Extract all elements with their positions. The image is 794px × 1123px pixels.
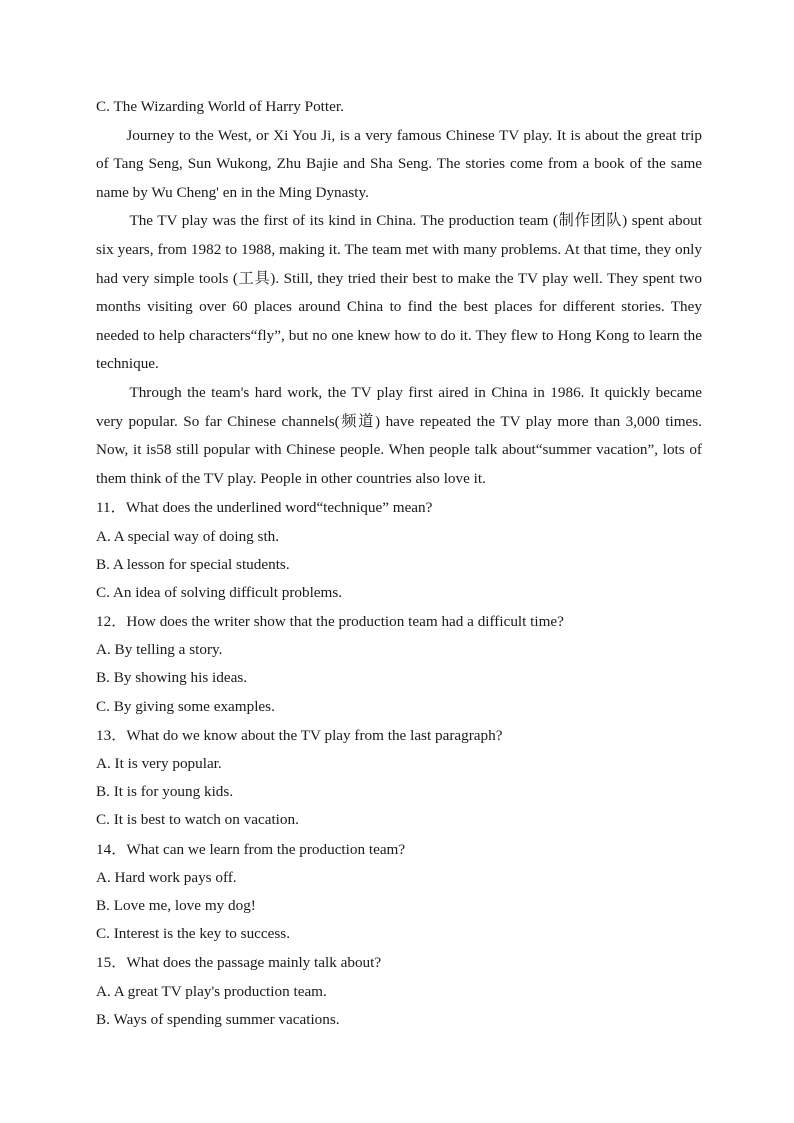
answer-option: B. A lesson for special students. bbox=[96, 555, 290, 573]
previous-answer-option: C. The Wizarding World of Harry Potter. bbox=[96, 98, 344, 115]
question-text: What do we know about the TV play from the last paragraph? bbox=[126, 726, 503, 744]
passage-paragraph-3: Through the team's hard work, the TV play first aired in China in 1986. It quickly became very popular. So far Chinese channels(频道) have repeated the TV play more than 3,000 times. Now, it is58 still popular with Chinese people. When people talk about“summer vacation”, lots of them think of the TV play. People in other countries also love it. bbox=[96, 383, 702, 487]
answer-option: B. By showing his ideas. bbox=[96, 669, 248, 687]
question-number: 14． bbox=[96, 840, 127, 858]
question-text: How does the writer show that the production team had a difficult time? bbox=[126, 613, 564, 631]
question-15 bbox=[96, 948, 702, 977]
document-page bbox=[96, 93, 702, 1034]
question-13 bbox=[96, 721, 702, 750]
answer-option: A. It is very popular. bbox=[96, 755, 222, 772]
question-12 bbox=[96, 607, 702, 636]
answer-option: B. It is for young kids. bbox=[96, 783, 234, 801]
question-text: What does the underlined word“technique” mean? bbox=[125, 499, 433, 517]
answer-option: A. By telling a story. bbox=[96, 641, 223, 659]
answer-option: C. By giving some examples. bbox=[96, 697, 275, 715]
answer-option: C. An idea of solving difficult problems. bbox=[96, 583, 343, 601]
question-11 bbox=[96, 493, 702, 522]
question-number: 13． bbox=[96, 726, 127, 744]
answer-option: A. Hard work pays off. bbox=[96, 868, 237, 886]
passage-paragraph-1: Journey to the West, or Xi You Ji, is a very famous Chinese TV play. It is about the great trip of Tang Seng, Sun Wukong, Zhu Bajie and Sha Seng. The stories come from a book of the same name by Wu Cheng' en in the Ming Dynasty. bbox=[96, 126, 702, 201]
answer-option: A. A great TV play's production team. bbox=[96, 982, 327, 1000]
answer-option: B. Ways of spending summer vacations. bbox=[96, 1010, 340, 1028]
passage-paragraph-2: The TV play was the first of its kind in China. The production team (制作团队) spent about six years, from 1982 to 1988, making it. The team met with many problems. At that time, they only had very simple tools (工具). Still, they tried their best to make the TV play well. They spent two months visiting over 60 places around China to find the best places for different stories. They needed to help characters“fly”, but no one knew how to do it. They flew to Hong Kong to learn the technique. bbox=[96, 212, 702, 373]
answer-option: C. It is best to watch on vacation. bbox=[96, 811, 299, 829]
question-text: What does the passage mainly talk about? bbox=[126, 954, 382, 972]
question-number: 12． bbox=[96, 613, 127, 631]
answer-option: C. Interest is the key to success. bbox=[96, 925, 291, 943]
question-14 bbox=[96, 835, 702, 864]
answer-option: A. A special way of doing sth. bbox=[96, 527, 280, 545]
answer-option: B. Love me, love my dog! bbox=[96, 896, 256, 914]
question-number: 11． bbox=[96, 499, 126, 517]
question-number: 15． bbox=[96, 954, 127, 972]
question-text: What can we learn from the production team? bbox=[126, 840, 406, 858]
